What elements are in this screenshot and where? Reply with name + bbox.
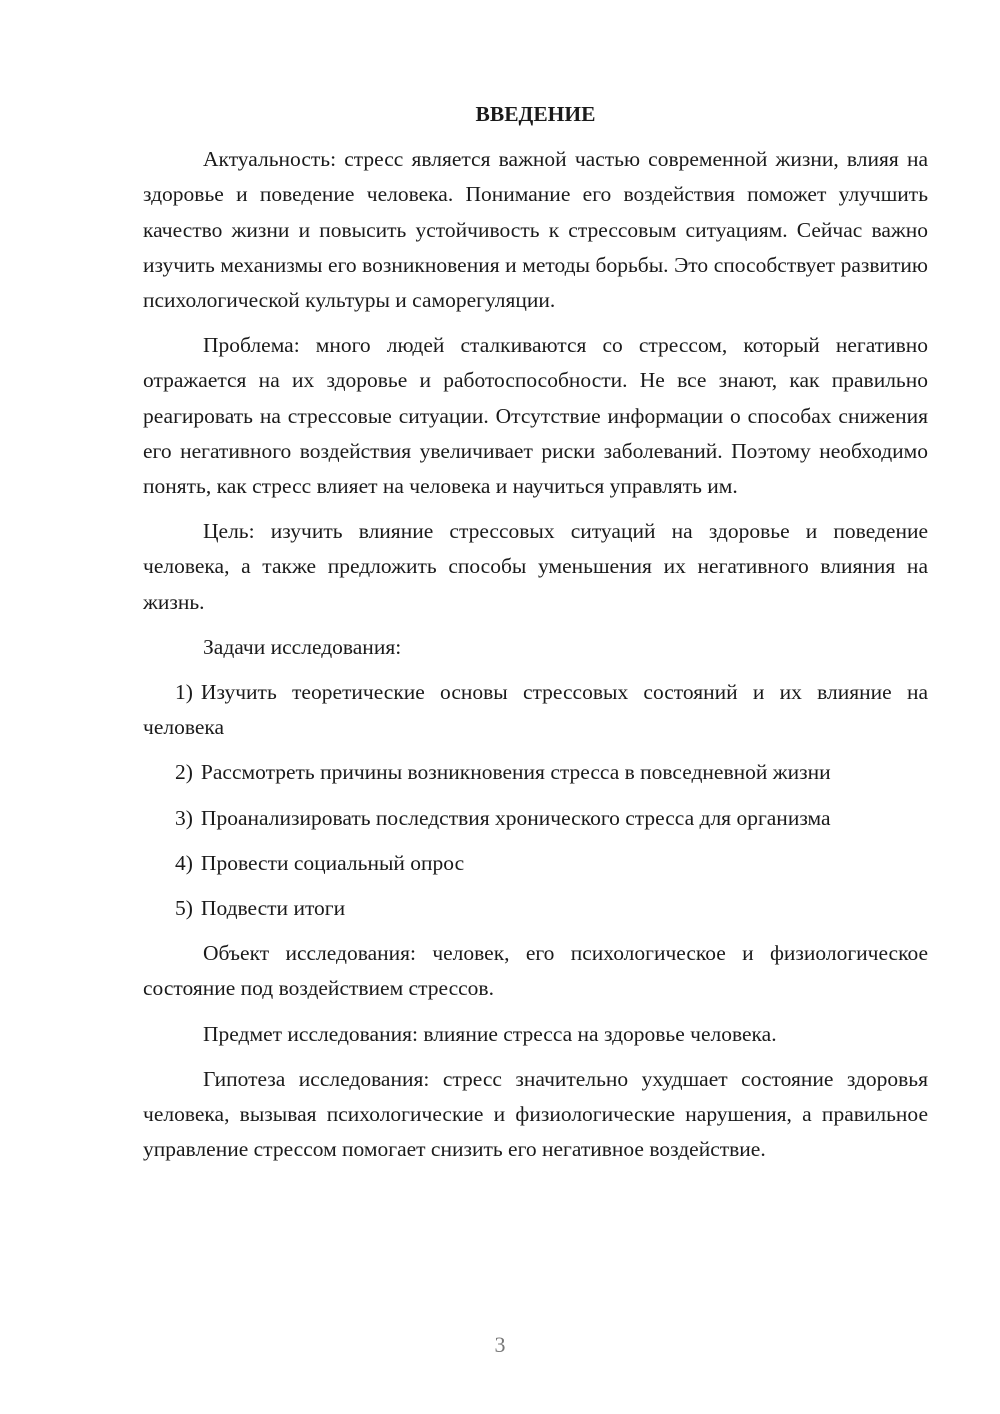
section-heading: ВВЕДЕНИЕ (475, 102, 596, 126)
subject-paragraph: Предмет исследования: влияние стресса на здоровье человека. (203, 1021, 777, 1046)
task-text: Проанализировать последствия хронического стресса для организма (200, 805, 831, 830)
object-paragraph: Объект исследования: человек, его психологическое и физиологическое состояние под воздействием стрессов. (143, 941, 928, 1001)
task-item (143, 675, 928, 745)
tasks-heading: Задачи исследования: (203, 634, 402, 659)
document-body (143, 97, 928, 1177)
task-number: 1) (175, 680, 193, 705)
task-text: Рассмотреть причины возникновения стресса в повседневной жизни (200, 760, 831, 785)
task-number: 2) (175, 760, 193, 785)
problem-paragraph: Проблема: много людей сталкиваются со стрессом, который негативно отражается на их здоровье и работоспособности. Не все знают, как правильно реагировать на стрессовые ситуации. Отсутствие информации о способах снижения его негативного воздействия увеличивает риски заболеваний. Поэтому необходимо понять, как стресс влияет на человека и научиться управлять им. (143, 333, 928, 499)
goal-paragraph: Цель: изучить влияние стрессовых ситуаций на здоровье и поведение человека, а также предложить способы уменьшения их негативного влияния на жизнь. (143, 519, 928, 614)
task-text: Подвести итоги (200, 896, 346, 921)
task-item (143, 755, 928, 790)
relevance-paragraph: Актуальность: стресс является важной частью современной жизни, влияя на здоровье и поведение человека. Понимание его воздействия поможет улучшить качество жизни и повысить устойчивость к стрессовым ситуациям. Сейчас важно изучить механизмы его возникновения и методы борьбы. Это способствует развитию психологической культуры и саморегуляции. (143, 147, 928, 313)
task-text: Провести социальный опрос (200, 850, 465, 875)
task-text: Изучить теоретические основы стрессовых состояний и их влияние на человека (143, 680, 928, 740)
hypothesis-paragraph: Гипотеза исследования: стресс значительно ухудшает состояние здоровья человека, вызывая психологические и физиологические нарушения, а правильное управление стрессом помогает снизить его негативное воздействие. (143, 1066, 928, 1162)
task-item (143, 801, 928, 836)
task-item (143, 891, 928, 926)
task-item (143, 846, 928, 881)
page-number: 3 (494, 1332, 506, 1357)
task-number: 5) (175, 896, 193, 921)
task-number: 3) (175, 805, 193, 830)
task-number: 4) (175, 850, 193, 875)
